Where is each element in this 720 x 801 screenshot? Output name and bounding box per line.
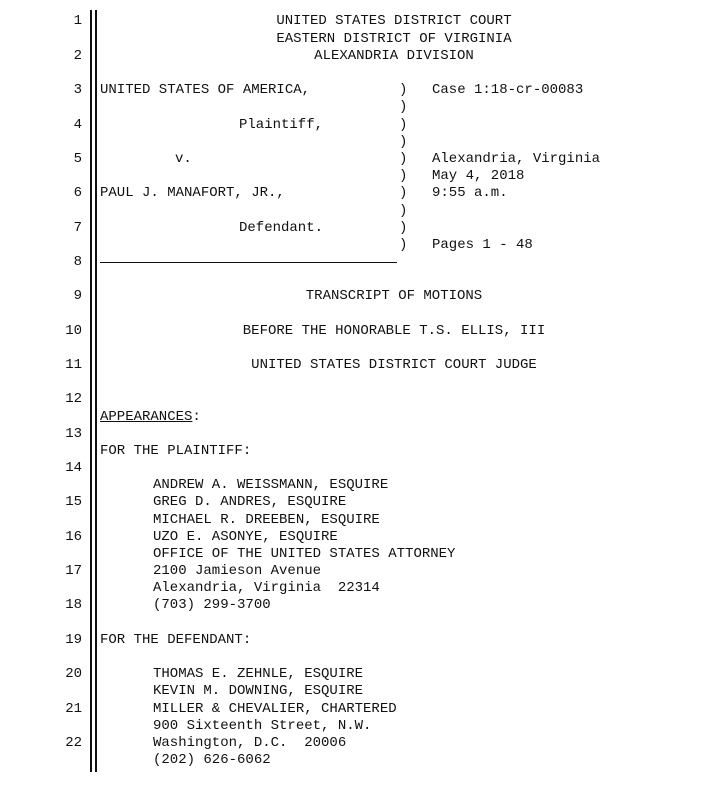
caption-paren: )	[399, 237, 408, 253]
defendant-counsel-line: KEVIN M. DOWNING, ESQUIRE	[153, 683, 364, 699]
defendant-name: PAUL J. MANAFORT, JR.,	[100, 185, 285, 201]
caption-paren: )	[399, 151, 408, 167]
plaintiff-counsel-line: (703) 299-3700	[153, 597, 271, 613]
line-number: 17	[65, 563, 82, 579]
before-judge: BEFORE THE HONORABLE T.S. ELLIS, III	[242, 323, 546, 339]
line-number: 7	[73, 220, 82, 236]
line-number: 5	[73, 151, 82, 167]
line-number: 4	[73, 117, 82, 133]
caption-paren: )	[399, 134, 408, 150]
line-number: 14	[65, 460, 82, 476]
line-number: 19	[65, 632, 82, 648]
hearing-time: 9:55 a.m.	[432, 185, 508, 201]
case-number: Case 1:18-cr-00083	[432, 82, 584, 98]
court-district: EASTERN DISTRICT OF VIRGINIA	[276, 31, 512, 47]
appearances-heading	[100, 409, 201, 426]
caption-paren: )	[399, 220, 408, 236]
appearances-colon: :	[192, 409, 201, 425]
defendant-counsel-line: MILLER & CHEVALIER, CHARTERED	[153, 701, 397, 717]
line-number: 3	[73, 82, 82, 98]
line-number: 13	[65, 426, 82, 442]
line-number: 6	[73, 185, 82, 201]
caption-paren: )	[399, 99, 408, 115]
judge-title: UNITED STATES DISTRICT COURT JUDGE	[251, 357, 537, 373]
line-number: 16	[65, 529, 82, 545]
defendant-counsel-heading: FOR THE DEFENDANT:	[100, 632, 252, 648]
plaintiff-counsel-line: 2100 Jamieson Avenue	[153, 563, 322, 579]
plaintiff-counsel-line: MICHAEL R. DREEBEN, ESQUIRE	[153, 512, 380, 528]
plaintiff-counsel-heading: FOR THE PLAINTIFF:	[100, 443, 252, 459]
caption-paren: )	[399, 117, 408, 133]
caption-paren: )	[399, 168, 408, 184]
line-number: 11	[65, 357, 82, 373]
court-name: UNITED STATES DISTRICT COURT	[276, 13, 512, 29]
margin-rule-right	[95, 10, 97, 772]
appearances-label: APPEARANCES	[100, 409, 193, 425]
line-number: 1	[73, 13, 82, 29]
plaintiff-counsel-line: OFFICE OF THE UNITED STATES ATTORNEY	[153, 546, 456, 562]
defendant-counsel-line: Washington, D.C. 20006	[153, 735, 347, 751]
plaintiff-name: UNITED STATES OF AMERICA,	[100, 82, 311, 98]
plaintiff-counsel-line: GREG D. ANDRES, ESQUIRE	[153, 494, 347, 510]
versus: v.	[175, 151, 192, 167]
transcript-title: TRANSCRIPT OF MOTIONS	[305, 288, 483, 304]
caption-paren: )	[399, 82, 408, 98]
plaintiff-role: Plaintiff,	[239, 117, 324, 133]
plaintiff-counsel-line: ANDREW A. WEISSMANN, ESQUIRE	[153, 477, 389, 493]
caption-underline	[100, 262, 397, 263]
line-number: 2	[73, 48, 82, 64]
line-number: 10	[65, 323, 82, 339]
caption-paren: )	[399, 185, 408, 201]
line-number: 15	[65, 494, 82, 510]
caption-paren: )	[399, 203, 408, 219]
line-number: 20	[65, 666, 82, 682]
plaintiff-counsel-line: UZO E. ASONYE, ESQUIRE	[153, 529, 338, 545]
court-division: ALEXANDRIA DIVISION	[314, 48, 474, 64]
line-number: 12	[65, 391, 82, 407]
margin-rule-left	[90, 10, 92, 772]
line-number: 8	[73, 254, 82, 270]
defendant-counsel-line: 900 Sixteenth Street, N.W.	[153, 718, 372, 734]
defendant-counsel-line: THOMAS E. ZEHNLE, ESQUIRE	[153, 666, 364, 682]
defendant-counsel-line: (202) 626-6062	[153, 752, 271, 768]
line-number: 22	[65, 735, 82, 751]
plaintiff-counsel-line: Alexandria, Virginia 22314	[153, 580, 380, 596]
hearing-date: May 4, 2018	[432, 168, 525, 184]
defendant-role: Defendant.	[239, 220, 324, 236]
page-range: Pages 1 - 48	[432, 237, 533, 253]
hearing-location: Alexandria, Virginia	[432, 151, 601, 167]
line-number: 9	[73, 288, 82, 304]
line-number: 18	[65, 597, 82, 613]
line-number: 21	[65, 701, 82, 717]
